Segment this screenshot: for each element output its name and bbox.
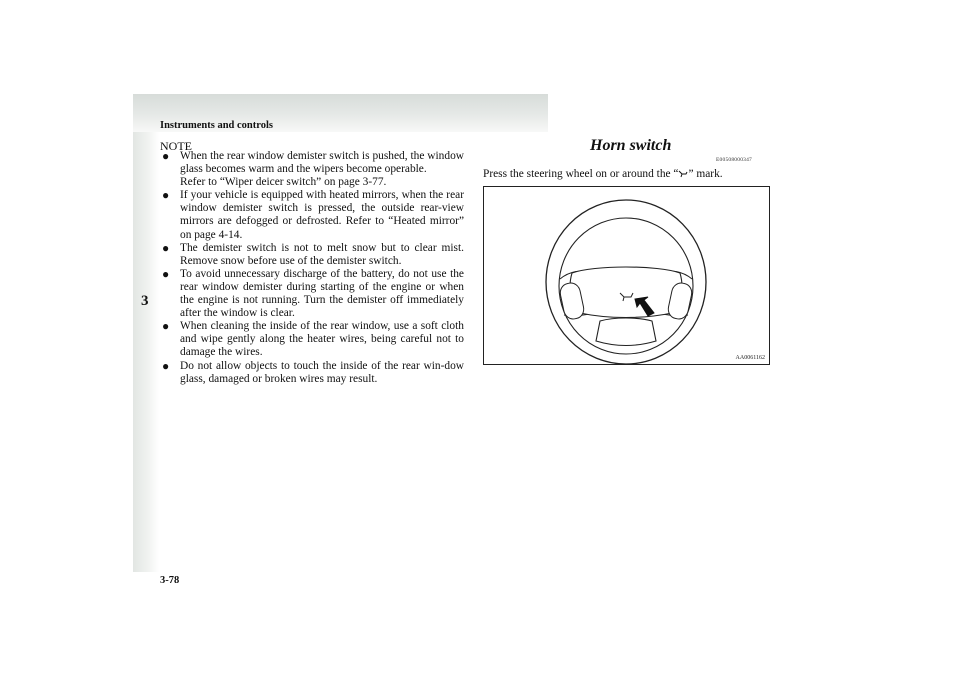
note-label: NOTE bbox=[160, 139, 192, 153]
note-item-text: The demister switch is not to melt snow but to clear mist. Remove snow before use of the demister switch. bbox=[180, 241, 464, 267]
horn-instruction-start: Press the steering wheel on or around the “ bbox=[483, 168, 679, 180]
bullet-icon: ● bbox=[162, 149, 170, 163]
figure-code: AA0061162 bbox=[735, 355, 765, 361]
note-list bbox=[160, 150, 464, 386]
section-title: Horn switch bbox=[590, 137, 672, 154]
steering-wheel-figure bbox=[483, 186, 770, 365]
horn-instruction bbox=[483, 168, 723, 180]
note-item bbox=[160, 242, 464, 268]
center-hub bbox=[570, 267, 682, 318]
lower-spoke bbox=[596, 318, 656, 346]
note-item-text: If your vehicle is equipped with heated mirrors, when the rear window demister switch is pressed, the outside rear-view mirrors are defogged or defrosted. Refer to “Heated mirror” on page 4-14. bbox=[180, 189, 464, 241]
page-number: 3-78 bbox=[160, 575, 180, 586]
chapter-number: 3 bbox=[141, 293, 149, 309]
note-item-text: When cleaning the inside of the rear window, use a soft cloth and wipe gently along the heater wires, being careful not to damage the wires. bbox=[180, 320, 464, 359]
note-item bbox=[160, 189, 464, 241]
bullet-icon: ● bbox=[162, 319, 170, 334]
note-item-text: Do not allow objects to touch the inside of the rear win-dow glass, damaged or broken wires may result. bbox=[180, 359, 464, 385]
chapter-side-tab bbox=[133, 132, 159, 572]
section-header-title: Instruments and controls bbox=[160, 120, 273, 131]
note-item bbox=[160, 320, 464, 359]
bullet-icon: ● bbox=[162, 188, 170, 203]
note-item bbox=[160, 360, 464, 386]
section-code: E00508000347 bbox=[716, 157, 753, 163]
steering-wheel-illustration bbox=[484, 187, 769, 364]
note-item bbox=[160, 268, 464, 320]
bullet-icon: ● bbox=[162, 358, 170, 373]
note-item-text: When the rear window demister switch is pushed, the window glass becomes warm and the wipers become operable. Refer to “Wiper deicer switch” on page 3-77. bbox=[180, 150, 464, 189]
horn-icon bbox=[678, 169, 688, 178]
horn-instruction-end: ” mark. bbox=[688, 168, 723, 180]
bullet-icon: ● bbox=[162, 240, 170, 255]
note-item-text: To avoid unnecessary discharge of the battery, do not use the rear window demister during starting of the engine or when the engine is not running. Turn the demister off immediately after the window is clear. bbox=[180, 267, 464, 320]
bullet-icon: ● bbox=[162, 266, 170, 281]
note-item bbox=[160, 150, 464, 189]
